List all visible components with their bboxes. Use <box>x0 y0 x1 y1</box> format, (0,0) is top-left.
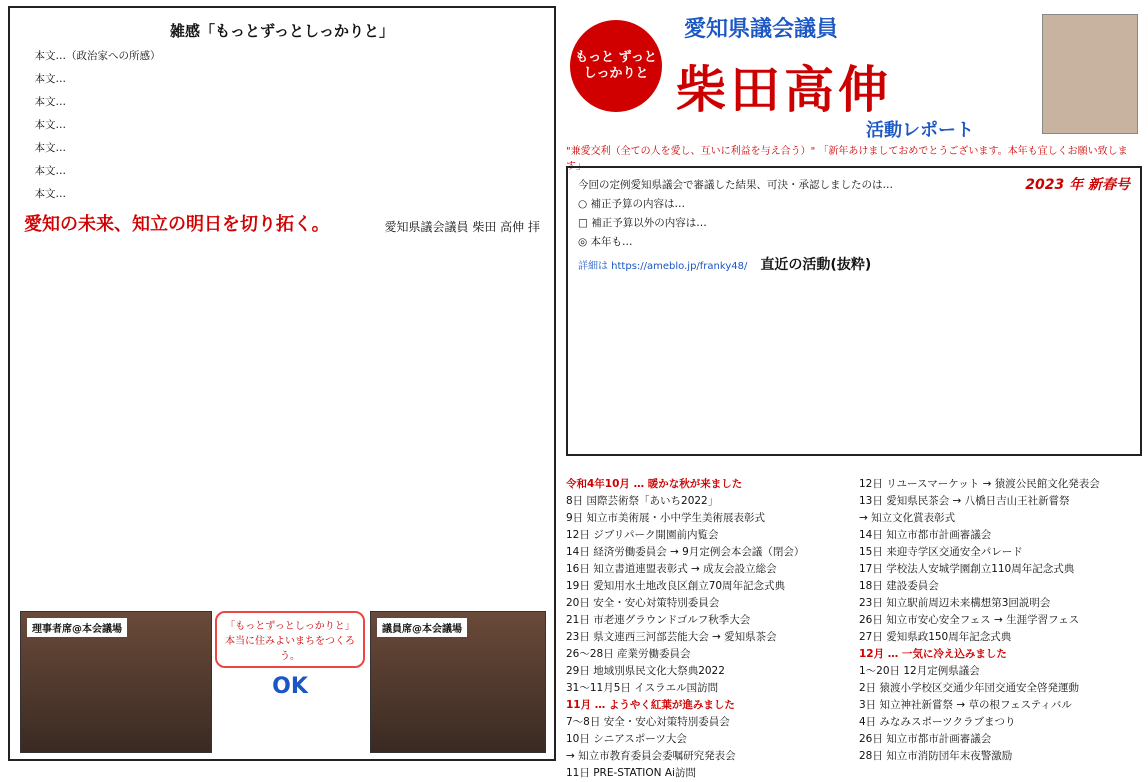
report-label: 活動レポート <box>866 120 974 141</box>
activity-item: 10日 シニアスポーツ大会 <box>566 733 687 745</box>
activity-item: 4日 みなみスポーツクラブまつり <box>859 716 1016 728</box>
photo-member-seats <box>370 611 546 753</box>
activity-item: 9日 知立市美術展・小中学生美術展表彰式 <box>566 512 766 524</box>
report-column <box>566 6 1142 779</box>
activity-item: 7～8日 安全・安心対策特別委員会 <box>566 716 730 728</box>
mascot-bubble: 「もっとずっとしっかりと」本当に住みよいまちをつくろう。 <box>215 611 365 668</box>
slogan-logo: もっと ずっと しっかりと <box>570 20 662 112</box>
photo-caption: 理事者席@本会議場 <box>27 618 127 637</box>
report-header <box>566 6 1142 172</box>
activity-item: 3日 知立神社新嘗祭 → 草の根フェスティバル <box>859 699 1072 711</box>
member-name: 柴田高伸 <box>676 60 892 119</box>
photo-caption: 議員席@本会議場 <box>377 618 467 637</box>
activity-item: 14日 経済労働委員会 → 9月定例会本会議（閉会） <box>566 546 805 558</box>
signature: 愛知県議会議員 柴田 高伸 拝 <box>384 220 540 234</box>
essay-paragraph: 本文… <box>34 188 66 200</box>
activity-item: 31～11月5日 イスラエル国訪問 <box>566 682 719 694</box>
activity-item: 8日 国際芸術祭「あいち2022」 <box>566 495 719 507</box>
activity-item: 12日 ジブリパーク開園前内覧会 <box>566 529 719 541</box>
activity-item: 26日 知立市都市計画審議会 <box>859 733 992 745</box>
activity-item: 19日 愛知用水土地改良区創立70周年記念式典 <box>566 580 786 592</box>
summary-paragraph: □ 補正予算以外の内容は… <box>578 217 707 229</box>
essay-paragraph: 本文… <box>34 165 66 177</box>
essay-title: 雑感「もっとずっとしっかりと」 <box>169 22 395 40</box>
summary-paragraph: ◎ 本年も… <box>578 236 633 248</box>
activity-item: 11日 PRE-STATION Ai訪問 <box>566 767 696 779</box>
activity-item: 27日 愛知県政150周年記念式典 <box>859 631 1012 643</box>
summary-paragraph: 今回の定例愛知県議会で審議した結果、可決・承認しましたのは… <box>578 179 893 191</box>
activity-item: 12日 リユースマーケット → 猿渡公民館文化発表会 <box>859 478 1100 490</box>
essay-paragraph: 本文… <box>34 142 66 154</box>
activities-column-right <box>859 476 1142 761</box>
council-label: 愛知県議会議員 <box>684 17 839 42</box>
activity-item: 28日 知立市消防団年末夜警激励 <box>859 750 1013 762</box>
activity-item: 17日 学校法人安城学園創立110周年記念式典 <box>859 563 1075 575</box>
blog-link[interactable]: 詳細は https://ameblo.jp/franky48/ <box>578 261 748 272</box>
activity-item: 26日 知立市安心安全フェス → 生涯学習フェス <box>859 614 1080 626</box>
activity-month: 12月 … 一気に冷え込みました <box>859 648 1007 660</box>
activity-month: 令和4年10月 … 暖かな秋が来ました <box>566 478 743 490</box>
activities-title: 直近の活動(抜粋) <box>760 257 872 273</box>
activity-item: 23日 知立駅前周辺未来構想第3回説明会 <box>859 597 1051 609</box>
activity-item: 14日 知立市都市計画審議会 <box>859 529 992 541</box>
mascot <box>215 611 365 751</box>
activity-item: 26～28日 産業労働委員会 <box>566 648 691 660</box>
activities-list <box>566 476 1142 779</box>
essay-paragraph: 本文… <box>34 119 66 131</box>
activity-item: 16日 知立書道連盟表彰式 → 成友会設立総会 <box>566 563 777 575</box>
activity-item: 1～20日 12月定例県議会 <box>859 665 980 677</box>
essay-paragraph: 本文… <box>34 96 66 108</box>
slogan: 愛知の未来、知立の明日を切り拓く。 <box>24 214 330 235</box>
summary-box <box>566 166 1142 456</box>
essay-paragraph: 本文…（政治家への所感） <box>34 50 161 62</box>
activity-month: 11月 … ようやく紅葉が進みました <box>566 699 735 711</box>
activities-column-left <box>566 476 849 779</box>
summary-paragraph: ○ 補正予算の内容は… <box>578 198 685 210</box>
activity-item: → 知立市教育委員会委嘱研究発表会 <box>566 750 736 762</box>
activity-item: 20日 安全・安心対策特別委員会 <box>566 597 720 609</box>
activity-item: 2日 猿渡小学校区交通少年団交通安全啓発運動 <box>859 682 1080 694</box>
activity-item: 18日 建設委員会 <box>859 580 939 592</box>
activity-item: 23日 県文連西三河部芸能大会 → 愛知県茶会 <box>566 631 777 643</box>
photo-strip <box>20 611 544 751</box>
mascot-ok: OK <box>272 674 308 699</box>
motto-banner: "兼愛交利（全ての人を愛し、互いに利益を与え合う）" 「新年あけましておめでとうございます。本年も宜しくお願い致します」 <box>566 146 1128 172</box>
issue-label: 2023 年 新春号 <box>1025 177 1130 193</box>
essay-paragraph: 本文… <box>34 73 66 85</box>
activity-item: 29日 地域別県民文化大祭典2022 <box>566 665 725 677</box>
essay-column <box>8 6 556 761</box>
photo-executive-seats <box>20 611 212 753</box>
activity-item: → 知立文化賞表彰式 <box>859 512 956 524</box>
member-avatar <box>1042 14 1138 134</box>
activity-item: 13日 愛知県民茶会 → 八橋日吉山王社新嘗祭 <box>859 495 1070 507</box>
activity-item: 15日 来迎寺学区交通安全パレード <box>859 546 1023 558</box>
activity-item: 21日 市老連グラウンドゴルフ秋季大会 <box>566 614 751 626</box>
